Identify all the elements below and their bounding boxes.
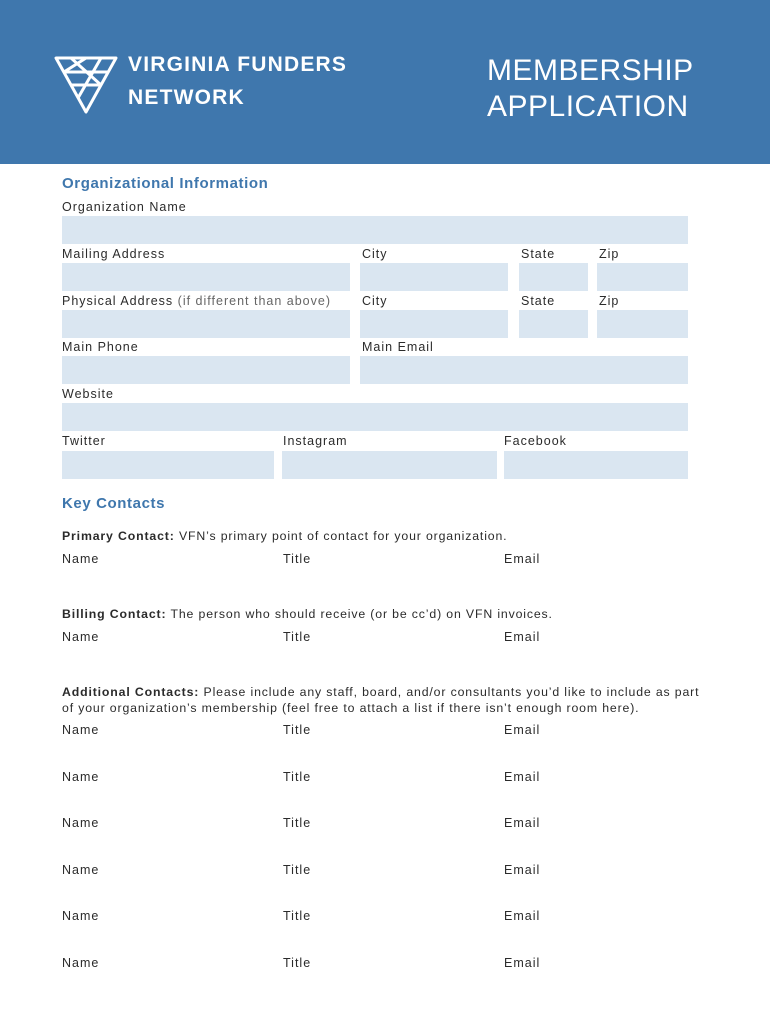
additional-title-label: Title [283,770,312,784]
additional-contacts-text: Please include any staff, board, and/or consultants you’d like to include as part of your organization’s membership (feel free to attach a list if there isn’t enough room here). [62,685,700,715]
primary-email-label: Email [504,552,541,566]
org-name-label: Organization Name [62,200,187,214]
mailing-city-label: City [362,247,388,261]
primary-contact-text: VFN’s primary point of contact for your organization. [178,529,508,543]
physical-city-label: City [362,294,388,308]
main-phone-label: Main Phone [62,340,139,354]
main-phone-field[interactable] [62,356,350,384]
org-name-field[interactable] [62,216,688,244]
additional-email-label: Email [504,770,541,784]
additional-title-label: Title [283,909,312,923]
additional-email-label: Email [504,816,541,830]
additional-name-label: Name [62,956,100,970]
physical-state-label: State [521,294,556,308]
billing-name-label: Name [62,630,100,644]
physical-address-label [62,294,331,308]
twitter-field[interactable] [62,451,274,479]
additional-contacts-description [62,684,712,716]
billing-contact-title: Billing Contact: [62,607,167,621]
website-field[interactable] [62,403,688,431]
physical-state-field[interactable] [519,310,588,338]
mailing-zip-label: Zip [599,247,620,261]
additional-name-label: Name [62,723,100,737]
physical-zip-label: Zip [599,294,620,308]
logo-text-line2: NETWORK [128,86,245,109]
additional-name-label: Name [62,770,100,784]
facebook-label: Facebook [504,434,567,448]
mailing-city-field[interactable] [360,263,508,291]
additional-name-label: Name [62,816,100,830]
document-title-line2: APPLICATION [487,90,689,123]
primary-contact-title: Primary Contact: [62,529,175,543]
section-heading-org-info: Organizational Information [62,175,269,192]
primary-title-label: Title [283,552,312,566]
mailing-address-field[interactable] [62,263,350,291]
additional-title-label: Title [283,863,312,877]
additional-email-label: Email [504,863,541,877]
physical-address-field[interactable] [62,310,350,338]
additional-email-label: Email [504,909,541,923]
website-label: Website [62,387,114,401]
mailing-zip-field[interactable] [597,263,688,291]
instagram-field[interactable] [282,451,497,479]
billing-contact-description [62,606,712,622]
mailing-state-field[interactable] [519,263,588,291]
mailing-address-label: Mailing Address [62,247,166,261]
additional-title-label: Title [283,956,312,970]
facebook-field[interactable] [504,451,688,479]
additional-name-label: Name [62,909,100,923]
physical-address-note: (if different than above) [177,294,331,308]
primary-name-label: Name [62,552,100,566]
logo-text-line1: VIRGINIA FUNDERS [128,53,348,76]
physical-zip-field[interactable] [597,310,688,338]
billing-contact-text: The person who should receive (or be cc’d) on VFN invoices. [170,607,553,621]
physical-address-label-text: Physical Address [62,294,174,308]
document-title-line1: MEMBERSHIP [487,54,694,87]
additional-contacts-title: Additional Contacts: [62,685,200,699]
header-banner [0,0,770,164]
additional-name-label: Name [62,863,100,877]
main-email-label: Main Email [362,340,434,354]
additional-email-label: Email [504,956,541,970]
section-heading-key-contacts: Key Contacts [62,495,166,512]
triangular-lattice-icon [54,54,118,114]
billing-email-label: Email [504,630,541,644]
additional-title-label: Title [283,816,312,830]
mailing-state-label: State [521,247,556,261]
main-email-field[interactable] [360,356,688,384]
primary-contact-description [62,528,712,544]
additional-title-label: Title [283,723,312,737]
billing-title-label: Title [283,630,312,644]
instagram-label: Instagram [283,434,348,448]
additional-email-label: Email [504,723,541,737]
physical-city-field[interactable] [360,310,508,338]
twitter-label: Twitter [62,434,106,448]
